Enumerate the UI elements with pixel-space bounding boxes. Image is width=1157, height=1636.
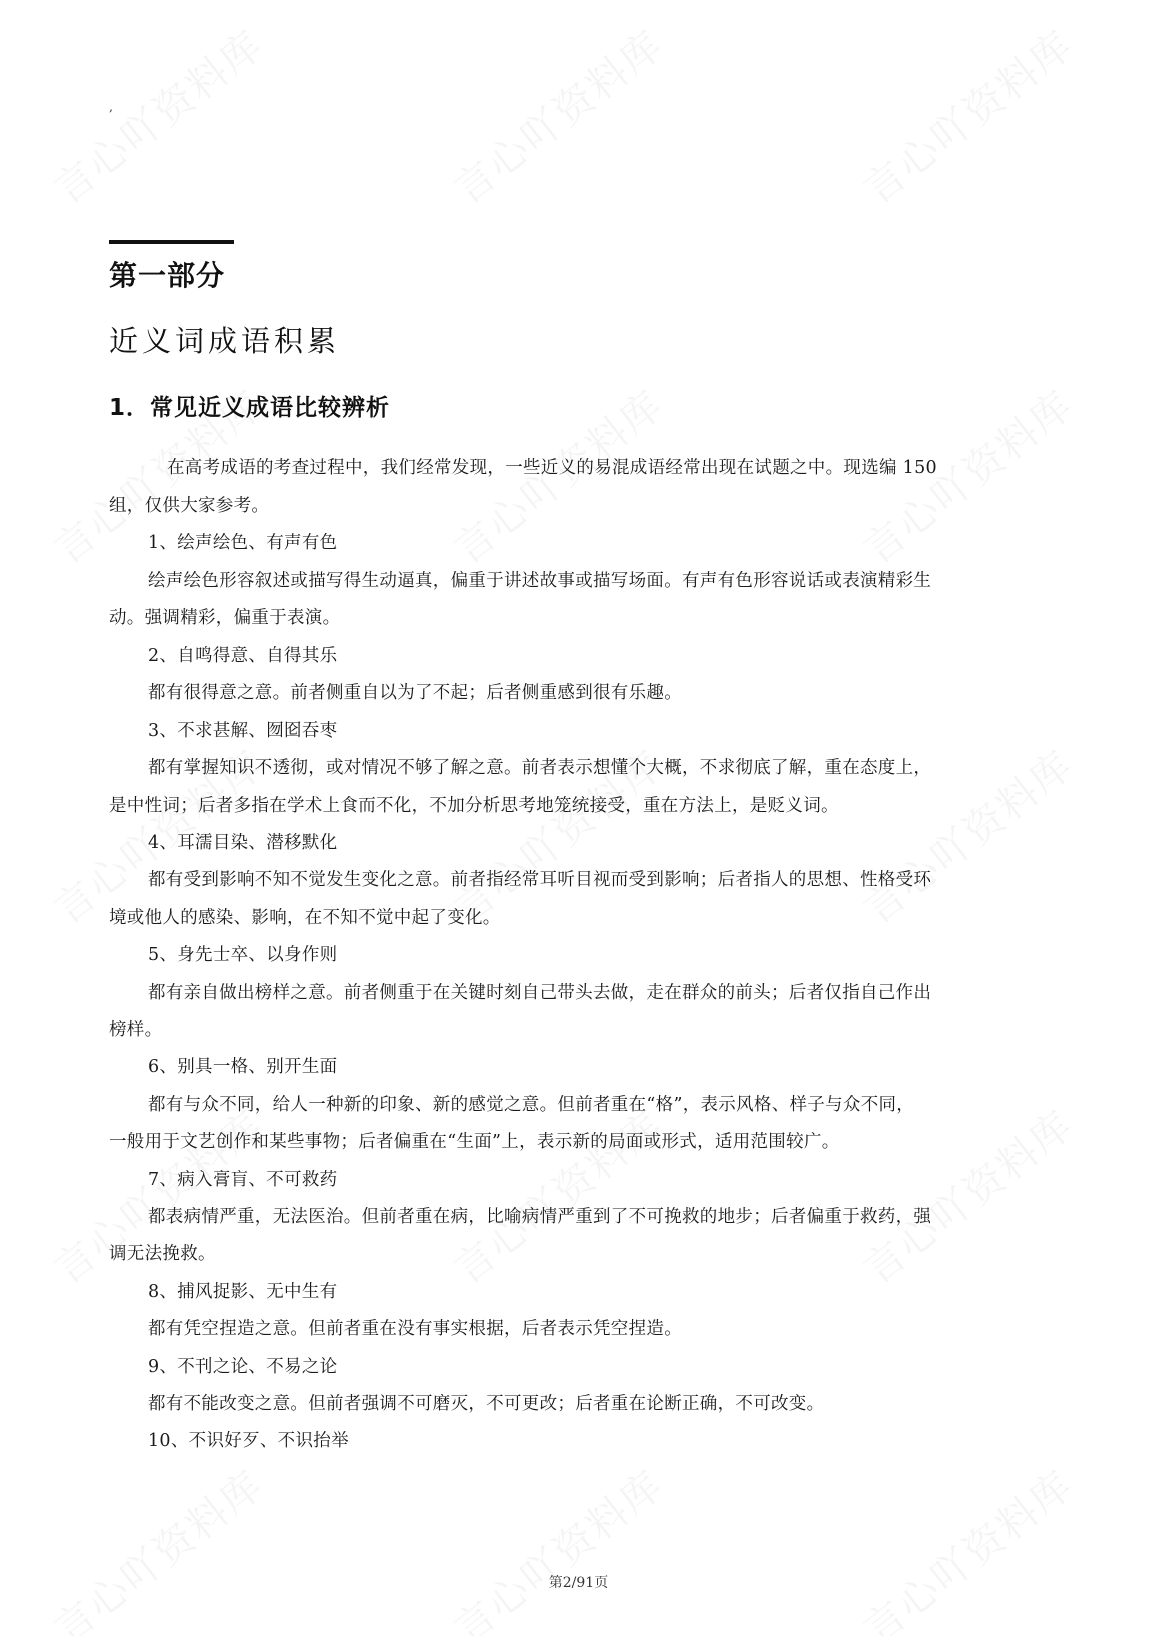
section-title: 近义词成语积累 — [109, 324, 341, 358]
entry-body-line: 都有凭空捏造之意。但前者重在没有事实根据，后者表示凭空捏造。 — [148, 1319, 682, 1339]
entry-heading: 3、不求甚解、囫囵吞枣 — [148, 721, 338, 741]
watermark — [850, 15, 1084, 215]
entry-body-line: 都有掌握知识不透彻，或对情况不够了解之意。前者表示想懂个大概，不求彻底了解，重在态度上， — [148, 758, 932, 778]
entry-body-line: 调无法挽救。 — [109, 1244, 216, 1264]
entry-heading: 8、捕风捉影、无中生有 — [148, 1282, 338, 1302]
entry-body-line: 都有受到影响不知不觉发生变化之意。前者指经常耳听目视而受到影响；后者指人的思想、性格受环 — [148, 870, 932, 890]
entry-body-line: 绘声绘色形容叙述或描写得生动逼真，偏重于讲述故事或描写场面。有声有色形容说话或表演精彩生 — [148, 571, 932, 591]
entry-heading: 10、不识好歹、不识抬举 — [148, 1431, 349, 1451]
entry-heading: 9、不刊之论、不易之论 — [148, 1357, 338, 1377]
entry-heading: 1、绘声绘色、有声有色 — [148, 533, 338, 553]
entry-heading: 4、耳濡目染、潜移默化 — [148, 833, 338, 853]
watermark — [40, 15, 274, 215]
part-title: 第一部分 — [109, 259, 226, 292]
entry-heading: 7、病入膏肓、不可救药 — [148, 1170, 338, 1190]
watermark — [850, 1095, 1084, 1295]
entry-body-line: 都表病情严重，无法医治。但前者重在病，比喻病情严重到了不可挽救的地步；后者偏重于救药，强 — [148, 1207, 932, 1227]
entry-body-line: 都有很得意之意。前者侧重自以为了不起；后者侧重感到很有乐趣。 — [148, 683, 682, 703]
subsection-title: 1．常见近义成语比较辨析 — [109, 395, 391, 421]
watermark — [440, 1455, 674, 1636]
watermark — [40, 1455, 274, 1636]
intro-line: 组，仅供大家参考。 — [109, 496, 270, 516]
part-divider-rule — [109, 240, 234, 244]
entry-body-line: 都有不能改变之意。但前者强调不可磨灭，不可更改；后者重在论断正确，不可改变。 — [148, 1394, 825, 1414]
entry-body-line: 境或他人的感染、影响，在不知不觉中起了变化。 — [109, 908, 501, 928]
entry-body-line: 是中性词；后者多指在学术上食而不化，不加分析思考地笼统接受，重在方法上，是贬义词。 — [109, 796, 839, 816]
watermark — [440, 15, 674, 215]
header-mark: ‚ — [109, 100, 113, 114]
page-number: 第2/91页 — [548, 1575, 609, 1591]
entry-body-line: 都有与众不同，给人一种新的印象、新的感觉之意。但前者重在“格”，表示风格、样子与众不同， — [148, 1095, 915, 1115]
watermark — [850, 1455, 1084, 1636]
intro-line: 在高考成语的考查过程中，我们经常发现，一些近义的易混成语经常出现在试题之中。现选编 150 — [167, 458, 937, 478]
entry-heading: 6、别具一格、别开生面 — [148, 1057, 338, 1077]
watermark — [440, 1095, 674, 1295]
entry-heading: 2、自鸣得意、自得其乐 — [148, 646, 338, 666]
entry-body-line: 榜样。 — [109, 1020, 163, 1040]
entry-heading: 5、身先士卒、以身作则 — [148, 945, 338, 965]
entry-body-line: 一般用于文艺创作和某些事物；后者偏重在“生面”上，表示新的局面或形式，适用范围较广。 — [109, 1132, 840, 1152]
entry-body-line: 都有亲自做出榜样之意。前者侧重于在关键时刻自己带头去做，走在群众的前头；后者仅指自己作出 — [148, 983, 932, 1003]
entry-body-line: 动。强调精彩，偏重于表演。 — [109, 608, 341, 628]
